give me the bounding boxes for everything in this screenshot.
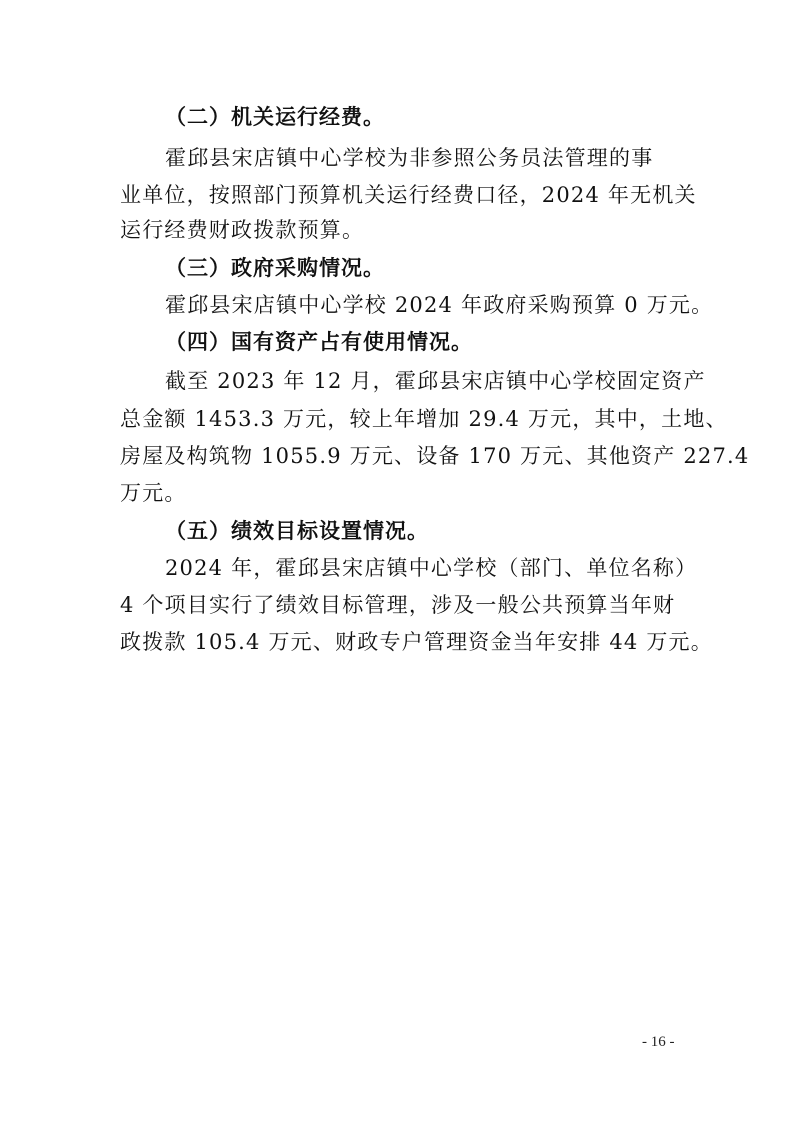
section-heading-procurement: （三）政府采购情况。 [165, 256, 385, 280]
section-heading-state-assets: （四）国有资产占有使用情况。 [165, 330, 473, 354]
paragraph-line: 运行经费财政拨款预算。 [120, 218, 365, 242]
paragraph-line: 政拨款 105.4 万元、财政专户管理资金当年安排 44 万元。 [120, 630, 713, 654]
page-number: - 16 - [642, 1034, 675, 1050]
paragraph-line: 万元。 [120, 481, 187, 505]
paragraph-line: 总金额 1453.3 万元，较上年增加 29.4 万元，其中，土地、 [120, 407, 728, 431]
paragraph-line: 霍邱县宋店镇中心学校为非参照公务员法管理的事 [165, 146, 654, 170]
paragraph-line: 霍邱县宋店镇中心学校 2024 年政府采购预算 0 万元。 [165, 293, 714, 317]
paragraph-line: 业单位，按照部门预算机关运行经费口径，2024 年无机关 [120, 183, 697, 207]
paragraph-line: 4 个项目实行了绩效目标管理，涉及一般公共预算当年财 [120, 593, 676, 617]
paragraph-line: 截至 2023 年 12 月，霍邱县宋店镇中心学校固定资产 [165, 369, 706, 393]
section-heading-performance-goals: （五）绩效目标设置情况。 [165, 519, 429, 543]
section-heading-operating-expenses: （二）机关运行经费。 [165, 105, 385, 129]
paragraph-line: 2024 年，霍邱县宋店镇中心学校（部门、单位名称） [165, 556, 698, 580]
paragraph-line: 房屋及构筑物 1055.9 万元、设备 170 万元、其他资产 227.4 [120, 444, 750, 468]
